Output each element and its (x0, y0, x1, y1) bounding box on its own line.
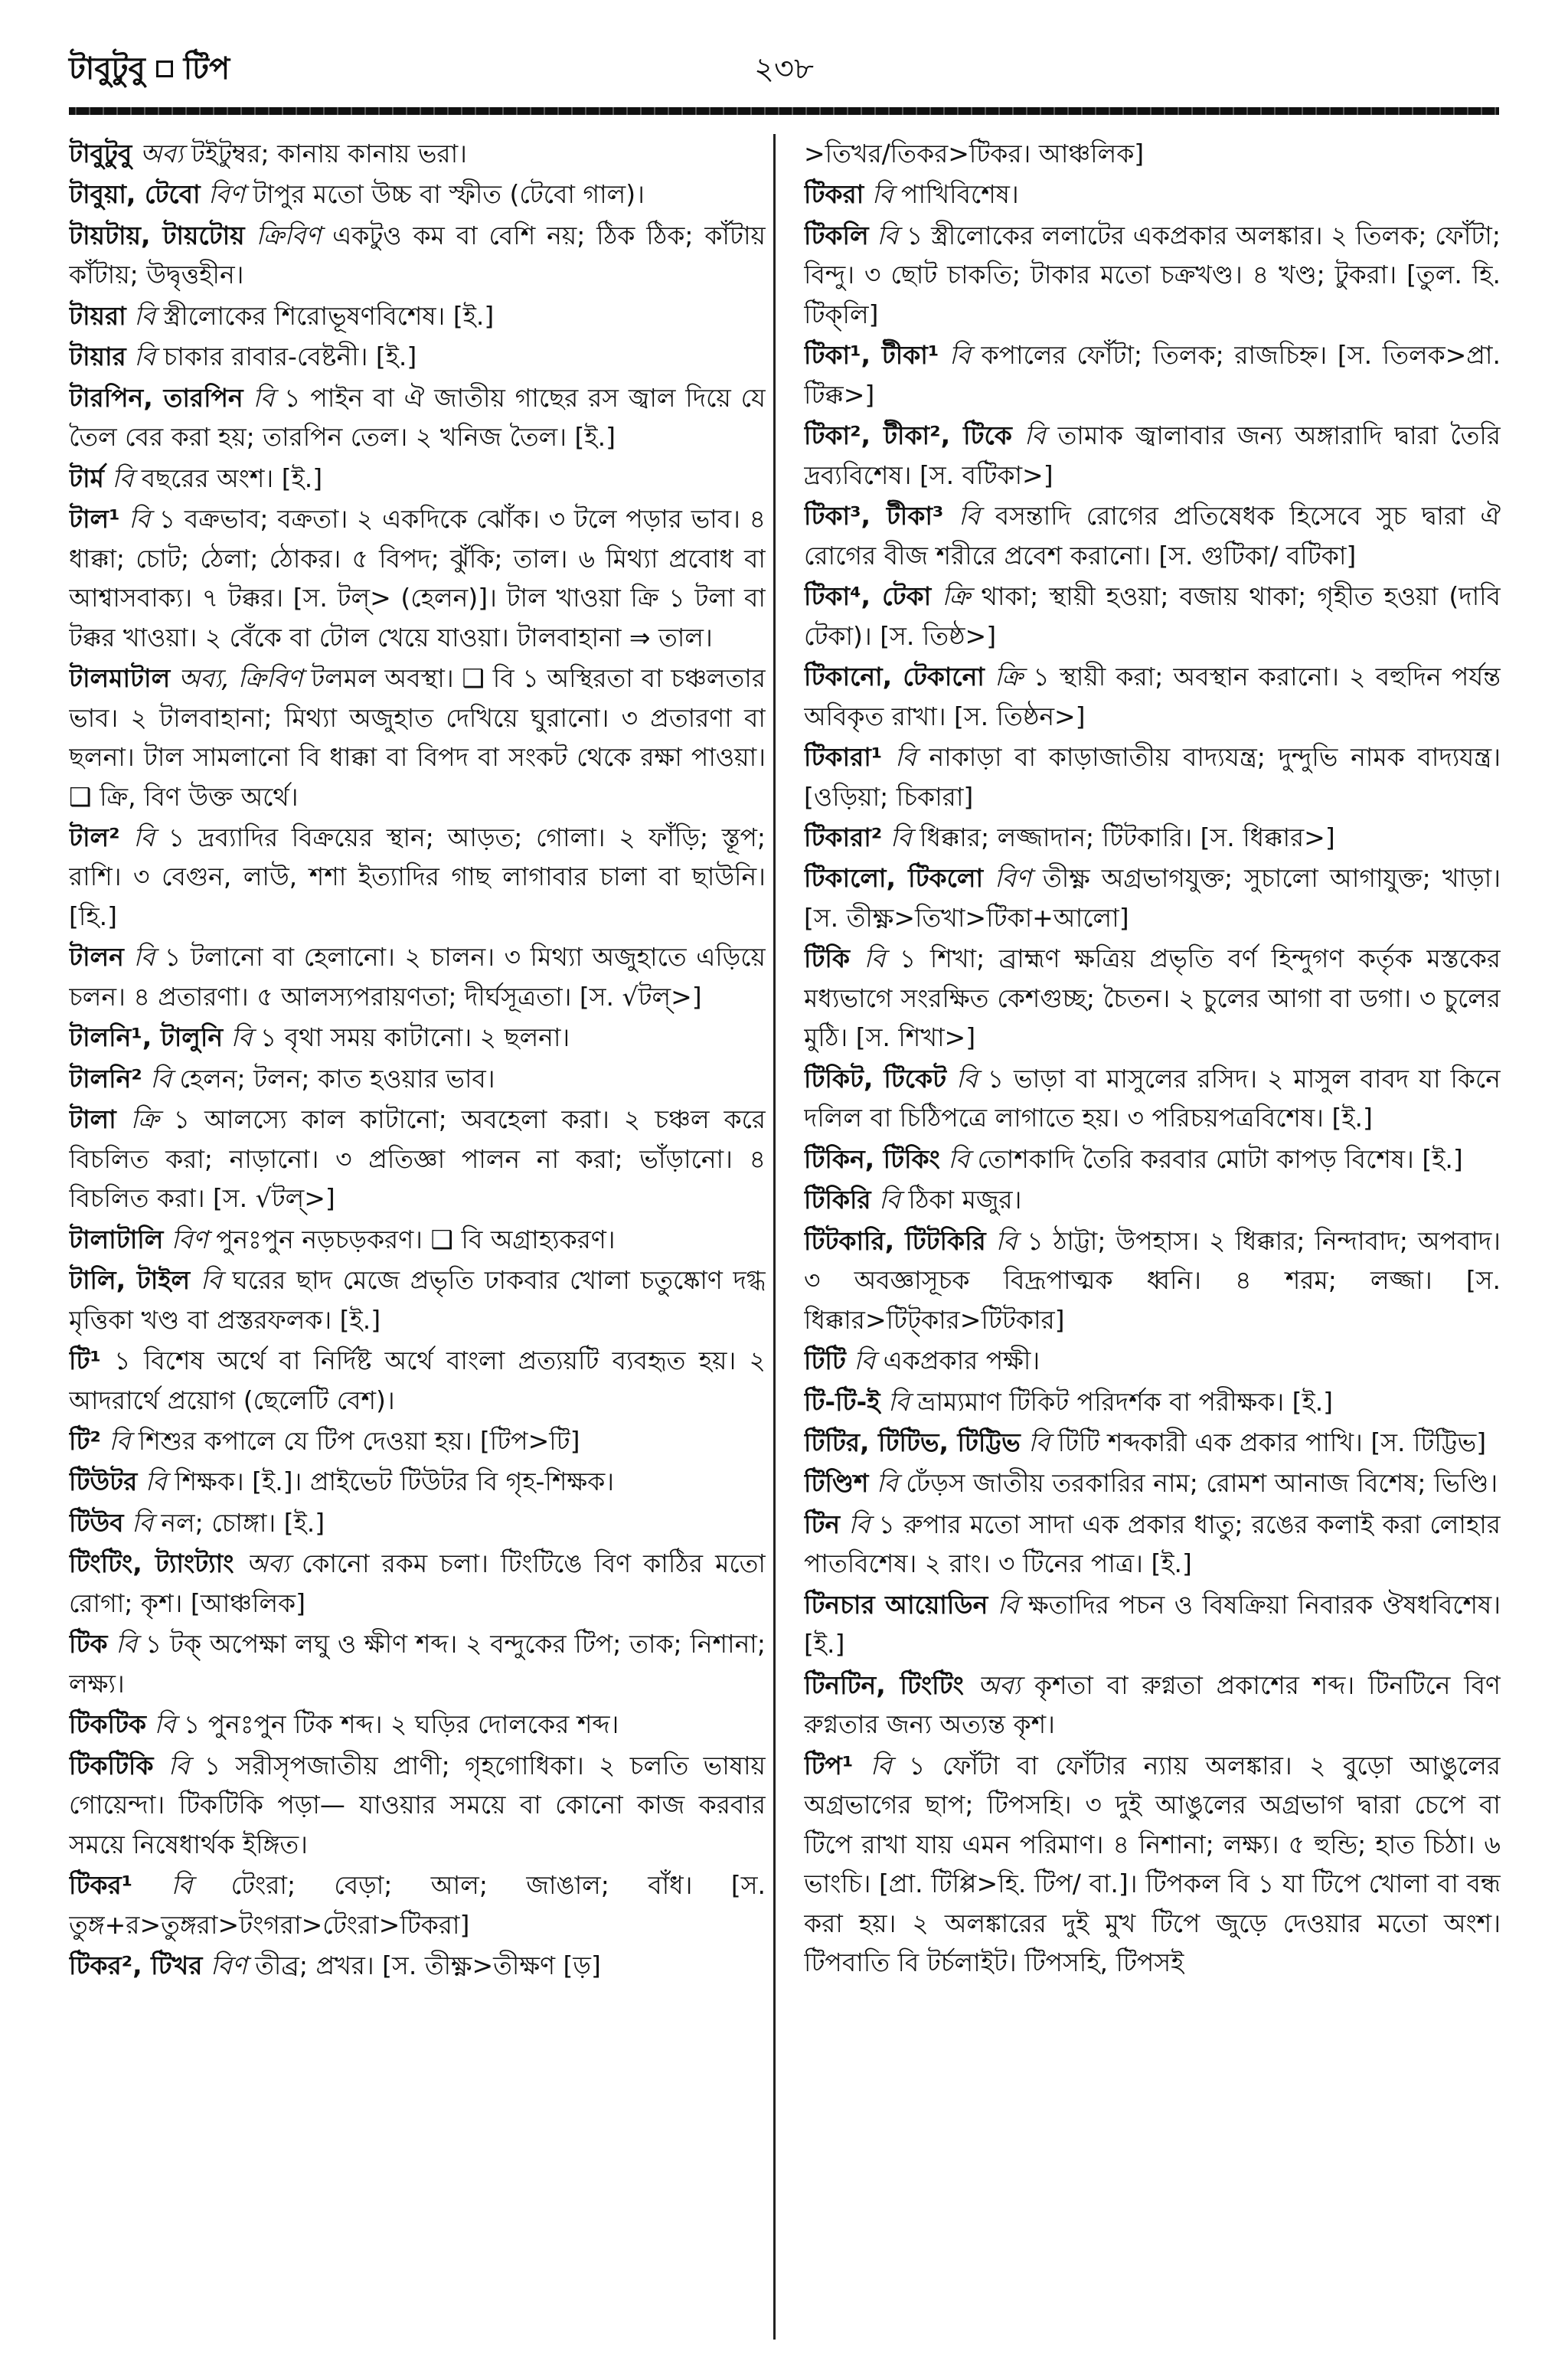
dictionary-entry (69, 378, 766, 457)
headword: টিন (804, 1509, 841, 1539)
definition: ১ টলানো বা হেলানো। ২ চালন। ৩ মিথ্যা অজুহাতে এড়িয়ে চলন। ৪ প্রতারণা। ৫ আলস্যপরায়ণতা; দীর্ঘসূত্রতা। [স. √টল্‌>] (69, 942, 766, 1012)
dictionary-entry (804, 134, 1501, 173)
definition: তীক্ষ্ণ অগ্রভাগযুক্ত; সুচালো আগাযুক্ত; খাড়া। [স. তীক্ষ্ণ>তিখা>টিকা+আলো] (804, 863, 1501, 933)
part-of-speech: বি (134, 342, 156, 372)
part-of-speech: বি (154, 1709, 176, 1740)
left-column (69, 134, 766, 2340)
definition: ১ ফোঁটা বা ফোঁটার ন্যায় অলঙ্কার। ২ বুড়ো আঙুলের অগ্রভাগের ছাপ; টিপসহি। ৩ দুই আঙুলের অগ্রভাগ দ্বারা চেপে বা টিপে রাখা যায় এমন পরিমাণ। ৪ নিশানা; লক্ষ্য। ৫ হুন্ডি; হাত চিঠা। ৬ ভাংচি। [প্রা. টিপ্পি>হি. টিপ/ বা.]। টিপকল বি ১ যা টিপে খোলা বা বন্ধ করা হয়। ২ অলঙ্কারের দুই মুখ টিপে জুড়ে দেওয়ার মতো অংশ। টিপবাতি বি টর্চলাইট। টিপসহি, টিপসই (804, 1750, 1501, 1978)
dictionary-entry (804, 1423, 1501, 1462)
part-of-speech: বিণ (210, 1951, 247, 1981)
part-of-speech: বি (890, 822, 912, 852)
dictionary-entry (804, 335, 1501, 414)
part-of-speech: বি (171, 1870, 193, 1901)
headword: টিপ¹ (804, 1750, 854, 1780)
part-of-speech: বি (132, 1507, 153, 1538)
part-of-speech: বি (997, 1589, 1019, 1620)
headword: টিটির, টিটিভ, টিট্টিভ (804, 1427, 1021, 1457)
definition: ক্ষতাদির পচন ও বিষক্রিয়া নিবারক ঔষধবিশেষ। [ই.] (804, 1589, 1501, 1660)
headword: টিংটিং, ট্যাংট্যাং (69, 1548, 234, 1579)
headword: টিকিরি (804, 1185, 871, 1215)
headword: টাল² (69, 822, 120, 852)
headword: টালনি² (69, 1063, 142, 1094)
dictionary-entry (69, 937, 766, 1016)
part-of-speech: বি (200, 1265, 222, 1296)
definition: পুনঃপুন নড়চড়করণ। ❑ বি অগ্রাহ্যকরণ। (216, 1224, 616, 1254)
headword: টিকটিকি (69, 1750, 154, 1780)
dictionary-entry (69, 1018, 766, 1057)
part-of-speech: বি (134, 300, 156, 331)
headword: টি² (69, 1426, 101, 1456)
definition: নল; চোঙ্গা। [ই.] (161, 1507, 325, 1538)
dictionary-entry (69, 337, 766, 376)
part-of-speech: ক্রিবিণ (256, 220, 322, 250)
headword: টায়ার (69, 342, 126, 372)
part-of-speech: অব্য (246, 1548, 289, 1579)
headword: টিকরা (804, 179, 864, 210)
dictionary-entry (69, 1503, 766, 1542)
part-of-speech: বি (894, 742, 916, 773)
dictionary-entry (804, 1463, 1501, 1503)
definition: ১ পুনঃপুন টিক শব্দ। ২ ঘড়ির দোলকের শব্দ। (183, 1709, 619, 1740)
definition: কপালের ফোঁটা; তিলক; রাজচিহ্ন। [স. তিলক>প্রা. টিক্ক>] (804, 340, 1501, 410)
part-of-speech: বি (949, 340, 971, 371)
headword: টিকটিক (69, 1709, 147, 1740)
headword: টালি, টাইল (69, 1265, 191, 1296)
headword: টিটি (804, 1346, 846, 1376)
definition: ১ পাইন বা ঐ জাতীয় গাছের রস জ্বাল দিয়ে যে তৈল বের করা হয়; তারপিন তেল। ২ খনিজ তৈল। [ই.] (69, 382, 766, 453)
definition: >তিখর/তিকর>টিকর। আঞ্চলিক] (804, 139, 1145, 168)
part-of-speech: বি (871, 179, 893, 210)
headword: টালন (69, 942, 124, 973)
headword: টিকা³, টীকা³ (804, 501, 944, 531)
dictionary-entry (69, 1462, 766, 1501)
part-of-speech: বি (253, 382, 275, 413)
dictionary-entry (804, 1585, 1501, 1664)
definition: ১ স্ত্রীলোকের ললাটের একপ্রকার অলঙ্কার। ২ তিলক; ফোঁটা; বিন্দু। ৩ ছোট চাকতি; টাকার মতো চক্রখণ্ড। ৪ খণ্ড; টুকরা। [তুল. হি. টিক্‌লি] (804, 220, 1501, 329)
dictionary-entry (804, 818, 1501, 857)
headword: টিকলি (804, 220, 869, 250)
dictionary-entry (69, 1746, 766, 1864)
headword: টিকর¹ (69, 1870, 133, 1901)
headword: টিকারা¹ (804, 742, 883, 773)
definition: তোশকাদি তৈরি করবার মোটা কাপড় বিশেষ। [ই.] (977, 1143, 1463, 1174)
part-of-speech: ক্রি (942, 581, 971, 612)
dictionary-entry (804, 416, 1501, 495)
definition: শিশুর কপালে যে টিপ দেওয়া হয়। [টিপ>টি] (138, 1426, 580, 1456)
headword: টায়রা (69, 300, 126, 331)
dictionary-entry (69, 216, 766, 295)
definition: টেংরা; বেড়া; আল; জাঙাল; বাঁধ। [স. তুঙ্গ+র>তুঙ্গরা>টংগরা>টেংরা>টিকরা] (69, 1870, 766, 1940)
headword: টিকি (804, 943, 850, 974)
dictionary-entry (804, 175, 1501, 214)
dictionary-entry (69, 1220, 766, 1259)
guide-word-start: টাবুটুবু (69, 51, 145, 87)
definition: ১ রুপার মতো সাদা এক প্রকার ধাতু; রঙের কলাই করা লোহার পাতবিশেষ। ২ রাং। ৩ টিনের পাত্র। [ই.] (804, 1509, 1501, 1579)
part-of-speech: বি (150, 1063, 172, 1094)
dictionary-entry (69, 1059, 766, 1098)
right-column (804, 134, 1501, 2340)
definition: শিক্ষক। [ই.]। প্রাইভেট টিউটর বি গৃহ-শিক্ষক। (175, 1467, 615, 1497)
column-divider (773, 134, 776, 2340)
headword: টিটকারি, টিটকিরি (804, 1225, 986, 1256)
part-of-speech: বি (109, 1426, 131, 1456)
definition: হেলন; টলন; কাত হওয়ার ভাব। (179, 1063, 495, 1094)
part-of-speech: অব্য (977, 1669, 1021, 1700)
headword: টার্ম (69, 463, 104, 493)
definition: টইটুম্বর; কানায় কানায় ভরা। (191, 139, 467, 168)
definition: কোনো রকম চলা। টিংটিঙে বিণ কাঠির মতো রোগা; কৃশ। [আঞ্চলিক] (69, 1548, 766, 1618)
dictionary-entry (69, 296, 766, 335)
headword: টালা (69, 1104, 116, 1135)
part-of-speech: বি (848, 1509, 871, 1539)
headword: টিকিন, টিকিং (804, 1143, 940, 1174)
definition: স্ত্রীলোকের শিরোভূষণবিশেষ। [ই.] (163, 300, 495, 331)
headword: টালাটালি (69, 1224, 164, 1254)
dictionary-entry (69, 1624, 766, 1703)
definition: একপ্রকার পক্ষী। (883, 1346, 1040, 1376)
dictionary-entry (804, 939, 1501, 1057)
part-of-speech: অব্য (139, 139, 184, 168)
headword: টিকিট, টিকেট (804, 1063, 947, 1094)
dictionary-entry (69, 818, 766, 936)
definition: টিটি শব্দকারী এক প্রকার পাখি। [স. টিট্টিভ] (1057, 1427, 1487, 1457)
headword: টাবুয়া, টেবো (69, 179, 201, 210)
part-of-speech: বি (168, 1750, 190, 1780)
part-of-speech: বি (1028, 1427, 1050, 1457)
definition: ঢেঁড়স জাতীয় তরকারির নাম; রোমশ আনাজ বিশেষ; ভিণ্ডি। (906, 1468, 1498, 1499)
dictionary-entry (804, 1382, 1501, 1421)
dictionary-entry (69, 459, 766, 498)
dictionary-entry (804, 496, 1501, 575)
headword: টি¹ (69, 1346, 101, 1376)
dictionary-entry (804, 216, 1501, 334)
part-of-speech: বি (133, 942, 155, 973)
part-of-speech: বি (948, 1143, 970, 1174)
dictionary-entry (69, 1866, 766, 1944)
headword: টিকানো, টেকানো (804, 662, 985, 692)
definition: চাকার রাবার-বেষ্টনী। [ই.] (163, 342, 417, 372)
dictionary-entry (804, 577, 1501, 656)
header-rule (69, 107, 1499, 115)
headword: টারপিন, তারপিন (69, 382, 243, 413)
dictionary-entry (804, 1505, 1501, 1584)
page-header (69, 42, 1499, 96)
definition: ১ বিশেষ অর্থে বা নির্দিষ্ট অর্থে বাংলা প্রত্যয়টি ব্যবহৃত হয়। ২ আদরার্থে প্রয়োগ (ছেলেটি বেশ)। (69, 1346, 766, 1415)
definition: টলমল অবস্থা। ❑ বি ১ অস্থিরতা বা চঞ্চলতার ভাব। ২ টালবাহানা; মিথ্যা অজুহাত দেখিয়ে ঘুরানো। ৩ প্রতারণা বা ছলনা। টাল সামলানো বি ধাক্কা বা বিপদ বা সংকট থেকে রক্ষা পাওয়া। ❑ ক্রি, বিণ উক্ত অর্থে। (69, 663, 766, 812)
definition: ১ দ্রব্যাদির বিক্রয়ের স্থান; আড়ত; গোলা। ২ ফাঁড়ি; স্তূপ; রাশি। ৩ বেগুন, লাউ, শশা ইত্যাদির গাছ লাগাবার চালা বা ছাউনি। [হি.] (69, 822, 766, 931)
dictionary-entry (804, 1140, 1501, 1179)
definition: ঘরের ছাদ মেজে প্রভৃতি ঢাকবার খোলা চতুষ্কোণ দগ্ধ মৃত্তিকা খণ্ড বা প্রস্তরফলক। [ই.] (69, 1265, 766, 1335)
definition: থাকা; স্থায়ী হওয়া; বজায় থাকা; গৃহীত হওয়া (দাবি টেকা)। [স. তিষ্ঠ>] (804, 581, 1501, 651)
part-of-speech: বি (145, 1467, 167, 1497)
headword: টাবুটুবু (69, 139, 132, 168)
definition: পাখিবিশেষ। (901, 179, 1019, 210)
dictionary-entry (804, 1746, 1501, 1983)
headword: টিকালো, টিকলো (804, 863, 984, 894)
headword: টালনি¹, টালুনি (69, 1022, 224, 1053)
part-of-speech: বি (230, 1022, 253, 1053)
part-of-speech: বি (116, 1629, 138, 1660)
definition: ১ সরীসৃপজাতীয় প্রাণী; গৃহগোধিকা। ২ চলতি ভাষায় গোয়েন্দা। টিকটিকি পড়া— যাওয়ার সময়ে বা কোনো কাজ করবার সময়ে নিষেধার্থক ইঙ্গিত। (69, 1750, 766, 1859)
dictionary-entry (69, 175, 766, 214)
part-of-speech: অব্য, ক্রিবিণ (178, 663, 303, 694)
part-of-speech: বিণ (995, 863, 1031, 894)
headword: টায়টায়, টায়টোয় (69, 220, 245, 250)
dictionary-entry (804, 737, 1501, 816)
dictionary-entry (804, 657, 1501, 736)
headword: টিকা², টীকা², টিকে (804, 420, 1012, 451)
dictionary-entry (804, 858, 1501, 937)
dictionary-entry (69, 1705, 766, 1744)
headword: টিনটিন, টিংটিং (804, 1669, 964, 1700)
dictionary-entry (69, 1261, 766, 1339)
definition: নাকাড়া বা কাড়াজাতীয় বাদ্যযন্ত্র; দুন্দুভি নামক বাদ্যযন্ত্র। [ওড়িয়া; চিকারা] (804, 742, 1501, 812)
definition: তামাক জ্বালাবার জন্য অঙ্গারাদি দ্বারা তৈরি দ্রব্যবিশেষ। [স. বটিকা>] (804, 420, 1501, 490)
part-of-speech: বিণ (208, 179, 245, 210)
headword: টিকারা² (804, 822, 883, 852)
definition: টাপুর মতো উচ্চ বা স্ফীত (টেবো গাল)। (253, 179, 645, 210)
part-of-speech: বি (995, 1225, 1018, 1256)
dictionary-entry (69, 1421, 766, 1460)
headword: টাল¹ (69, 504, 120, 535)
headword: টালমাটাল (69, 663, 171, 694)
part-of-speech: বি (854, 1346, 876, 1376)
definition: ঠিকা মজুর। (908, 1185, 1022, 1215)
definition: ধিক্কার; লজ্জাদান; টিটকারি। [স. ধিক্কার>] (920, 822, 1335, 852)
definition: বসন্তাদি রোগের প্রতিষেধক হিসেবে সুচ দ্বারা ঐ রোগের বীজ শরীরে প্রবেশ করানো। [স. গুটিকা/ বটিকা] (804, 501, 1501, 571)
dictionary-entry (804, 1180, 1501, 1219)
part-of-speech: বি (887, 1386, 910, 1417)
headword: টিক (69, 1629, 108, 1660)
dictionary-entry (804, 1666, 1501, 1745)
dictionary-entry (804, 1221, 1501, 1339)
definition: বছরের অংশ। [ই.] (141, 463, 323, 493)
headword: টিকা¹, টীকা¹ (804, 340, 939, 371)
headword: টিণ্ডিশ (804, 1468, 869, 1499)
definition: তীব্র; প্রখর। [স. তীক্ষ্ণ>তীক্ষণ [ড়] (255, 1951, 601, 1981)
guide-word-end: টিপ (183, 51, 230, 87)
part-of-speech: বিণ (171, 1224, 208, 1254)
definition: ১ টক্‌ অপেক্ষা লঘু ও ক্ষীণ শব্দ। ২ বন্দুকের টিপ; তাক; নিশানা; লক্ষ্য। (69, 1629, 766, 1699)
definition: ১ স্থায়ী করা; অবস্থান করানো। ২ বহুদিন পর্যন্ত অবিকৃত রাখা। [স. তিষ্ঠন>] (804, 662, 1501, 731)
definition: ১ বৃথা সময় কাটানো। ২ ছলনা। (260, 1022, 570, 1053)
part-of-speech: বি (879, 1185, 900, 1215)
definition: কৃশতা বা রুগ্নতা প্রকাশের শব্দ। টিনটিনে বিণ রুগ্নতার জন্য অত্যন্ত কৃশ। (804, 1669, 1501, 1740)
part-of-speech: বি (877, 220, 899, 250)
definition: ১ শিখা; ব্রাহ্মণ ক্ষত্রিয় প্রভৃতি বর্ণ হিন্দুগণ কর্তৃক মস্তকের মধ্যভাগে সংরক্ষিত কেশগুচ্ছ; চৈতন। ২ চুলের আগা বা ডগা। ৩ চুলের মুঠি। [স. শিখা>] (804, 943, 1501, 1053)
part-of-speech: ক্রি (995, 662, 1024, 692)
page-number: ২৩৮ (754, 51, 814, 87)
dictionary-entry (69, 499, 766, 657)
definition: একটুও কম বা বেশি নয়; ঠিক ঠিক; কাঁটায় কাঁটায়; উদ্বৃত্তহীন। (69, 220, 766, 290)
dictionary-entry (69, 1544, 766, 1623)
definition: ১ আলস্যে কাল কাটানো; অবহেলা করা। ২ চঞ্চল করে বিচলিত করা; নাড়ানো। ৩ প্রতিজ্ঞা পালন না করা; ভাঁড়ানো। ৪ বিচলিত করা। [স. √টল্‌>] (69, 1104, 766, 1214)
headword: টিকর², টিখর (69, 1951, 203, 1981)
part-of-speech: বি (1024, 420, 1046, 451)
definition: ভ্রাম্যমাণ টিকিট পরিদর্শক বা পরীক্ষক। [ই.] (917, 1386, 1334, 1417)
headword: টিকা⁴, টেকা (804, 581, 932, 612)
part-of-speech: বি (876, 1468, 898, 1499)
dictionary-entry (69, 1100, 766, 1218)
definition: ১ ঠাট্টা; উপহাস। ২ ধিক্কার; নিন্দাবাদ; অপবাদ। ৩ অবজ্ঞাসূচক বিদ্রূপাত্মক ধ্বনি। ৪ শরম; লজ্জা। [স. ধিক্কার>টিট্‌কার>টিটকার] (804, 1225, 1501, 1335)
definition: ১ বক্রভাব; বক্রতা। ২ একদিকে ঝোঁক। ৩ টলে পড়ার ভাব। ৪ ধাক্কা; চোট; ঠেলা; ঠোকর। ৫ বিপদ; ঝুঁকি; তাল। ৬ মিথ্যা প্রবোধ বা আশ্বাসবাক্য। ৭ টক্কর। [স. টল্‌> (হেলন)]। টাল খাওয়া ক্রি ১ টলা বা টক্কর খাওয়া। ২ বেঁকে বা টোল খেয়ে যাওয়া। টালবাহানা ⇒ তাল। (69, 504, 766, 652)
dictionary-entry (804, 1059, 1501, 1138)
dictionary-entry (69, 1946, 766, 1985)
part-of-speech: বি (956, 1063, 978, 1094)
part-of-speech: বি (959, 501, 980, 531)
definition: ১ ভাড়া বা মাসুলের রসিদ। ২ মাসুল বাবদ যা কিনে দলিল বা চিঠিপত্রে লাগাতে হয়। ৩ পরিচয়পত্রবিশেষ। [ই.] (804, 1063, 1501, 1133)
part-of-speech: বি (864, 943, 886, 974)
part-of-speech: ক্রি (130, 1104, 159, 1135)
part-of-speech: বি (129, 504, 151, 535)
dictionary-entry (69, 134, 766, 173)
dictionary-entry (69, 659, 766, 816)
part-of-speech: বি (133, 822, 155, 852)
headword: টিনচার আয়োডিন (804, 1589, 988, 1620)
part-of-speech: বি (112, 463, 134, 493)
dictionary-entry (69, 1341, 766, 1420)
headword: টিউব (69, 1507, 124, 1538)
headword: টি-টি-ই (804, 1386, 880, 1417)
dictionary-entry (804, 1341, 1501, 1380)
headword: টিউটর (69, 1467, 138, 1497)
part-of-speech: বি (870, 1750, 892, 1780)
